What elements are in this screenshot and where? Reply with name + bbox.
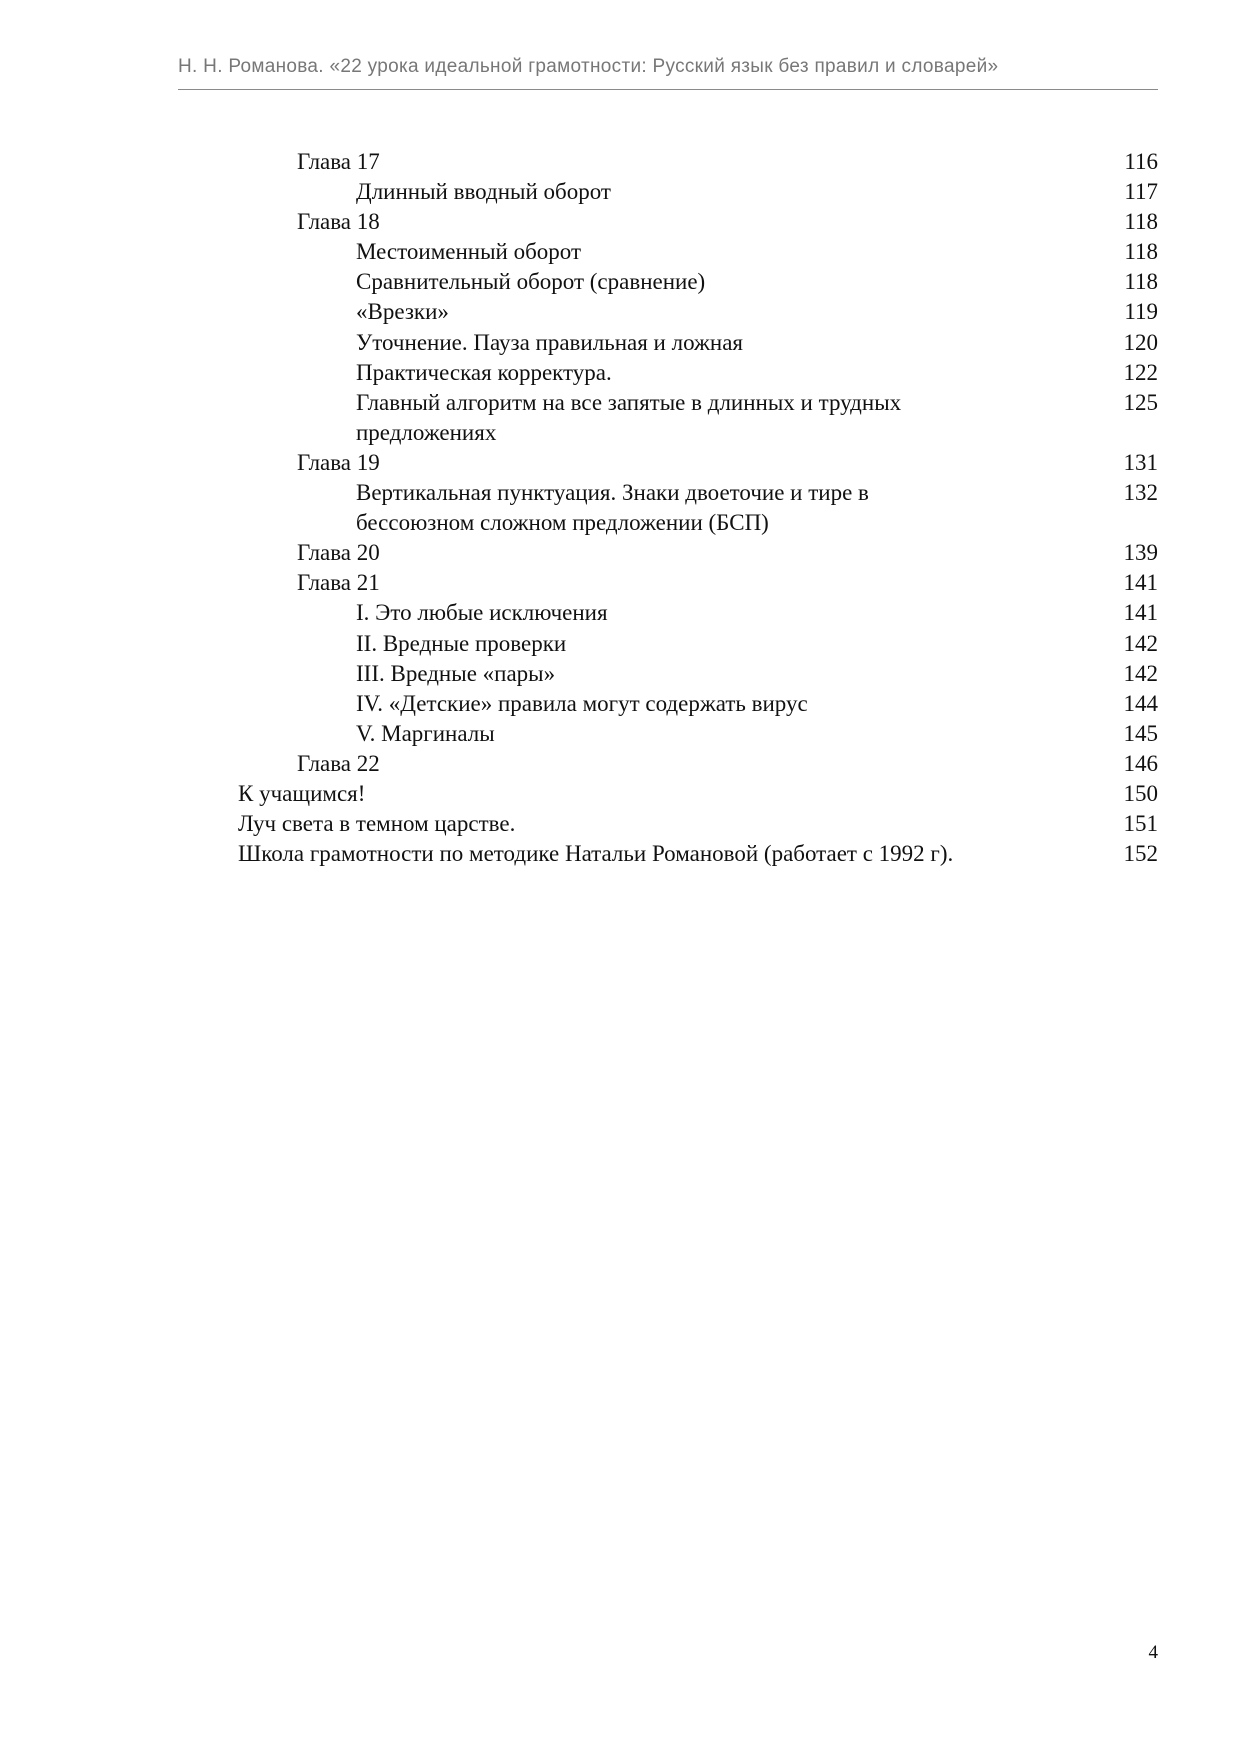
toc-entry-title: Глава 17 [297, 149, 380, 174]
toc-entry-title: К учащимся! [238, 780, 366, 806]
toc-entry-page: 118 [1124, 239, 1158, 265]
toc-entry-title: Луч света в темном царстве. [238, 811, 516, 837]
toc-entry-page: 125 [1123, 389, 1158, 415]
toc-entry-title: «Врезки» [356, 299, 449, 325]
toc-entry[interactable] [0, 689, 1240, 719]
toc-entry-page: 132 [1123, 480, 1158, 506]
toc-entry[interactable] [0, 207, 1240, 237]
toc-entry-page: 117 [1124, 179, 1158, 205]
toc-entry[interactable] [0, 749, 1240, 779]
toc-entry-page: 146 [1123, 750, 1158, 776]
toc-entry-page: 152 [1123, 841, 1158, 867]
toc-entry-title: Уточнение. Пауза правильная и ложная [356, 329, 743, 355]
page-number: 4 [1148, 1642, 1158, 1663]
toc-entry-title: Глава 19 [297, 449, 380, 475]
toc-entry[interactable] [0, 237, 1240, 267]
toc-entry[interactable] [0, 779, 1240, 809]
toc-entry-page: 141 [1123, 570, 1158, 596]
toc-entry-title: Глава 21 [297, 570, 380, 596]
toc-entry[interactable] [0, 629, 1240, 659]
toc-entry-page: 144 [1123, 690, 1158, 716]
toc-entry-title: Длинный вводный оборот [356, 179, 611, 205]
toc-entry-title: Глава 22 [297, 750, 380, 776]
toc-entry-page: 150 [1123, 780, 1158, 806]
toc-entry[interactable] [0, 147, 1240, 177]
table-of-contents [0, 147, 1240, 869]
toc-entry-page: 119 [1124, 299, 1158, 325]
toc-entry-title: Глава 18 [297, 209, 380, 235]
toc-entry-title: I. Это любые исключения [356, 600, 608, 626]
toc-entry-page: 139 [1123, 540, 1158, 566]
toc-entry-title: Местоименный оборот [356, 239, 582, 265]
toc-entry-page: 142 [1123, 630, 1158, 656]
toc-entry[interactable] [0, 297, 1240, 327]
toc-entry-page: 116 [1124, 149, 1158, 174]
running-header: Н. Н. Романова. «22 урока идеальной грамотности: Русский язык без правил и словарей» [178, 56, 999, 77]
toc-entry[interactable] [0, 328, 1240, 358]
toc-entry[interactable] [0, 267, 1240, 297]
toc-entry-page: 131 [1123, 449, 1158, 475]
toc-entry-page: 141 [1123, 600, 1158, 626]
toc-entry[interactable] [0, 538, 1240, 568]
toc-entry[interactable] [0, 478, 1240, 538]
toc-entry-page: 120 [1123, 329, 1158, 355]
toc-entry-title: Глава 20 [297, 540, 380, 566]
toc-entry-page: 122 [1123, 359, 1158, 385]
header-divider [178, 89, 1158, 90]
toc-entry[interactable] [0, 719, 1240, 749]
toc-entry-title: III. Вредные «пары» [356, 660, 556, 686]
toc-entry-title: Сравнительный оборот (сравнение) [356, 269, 706, 295]
toc-entry-page: 145 [1123, 720, 1158, 746]
toc-entry-page: 118 [1124, 269, 1158, 295]
toc-entry-title: Школа грамотности по методике Натальи Романовой (работает с 1992 г). [238, 841, 954, 867]
toc-entry[interactable] [0, 568, 1240, 598]
toc-entry[interactable] [0, 598, 1240, 628]
toc-entry[interactable] [0, 659, 1240, 689]
toc-entry-title: V. Маргиналы [356, 720, 495, 746]
toc-entry-title: II. Вредные проверки [356, 630, 567, 656]
toc-entry-title: IV. «Детские» правила могут содержать вирус [356, 690, 808, 716]
toc-entry-page: 118 [1124, 209, 1158, 235]
toc-entry[interactable] [0, 839, 1240, 869]
toc-entry-title: Практическая корректура. [356, 359, 612, 385]
toc-entry[interactable] [0, 177, 1240, 207]
toc-entry-page: 151 [1123, 811, 1158, 837]
toc-entry-title: Вертикальная пунктуация. Знаки двоеточие и тире в бессоюзном сложном предложении (БСП) [356, 480, 869, 536]
toc-entry-title: Главный алгоритм на все запятые в длинных и трудных предложениях [356, 389, 902, 445]
toc-entry[interactable] [0, 388, 1240, 448]
toc-entry[interactable] [0, 809, 1240, 839]
toc-entry[interactable] [0, 448, 1240, 478]
toc-entry-page: 142 [1123, 660, 1158, 686]
toc-entry[interactable] [0, 358, 1240, 388]
